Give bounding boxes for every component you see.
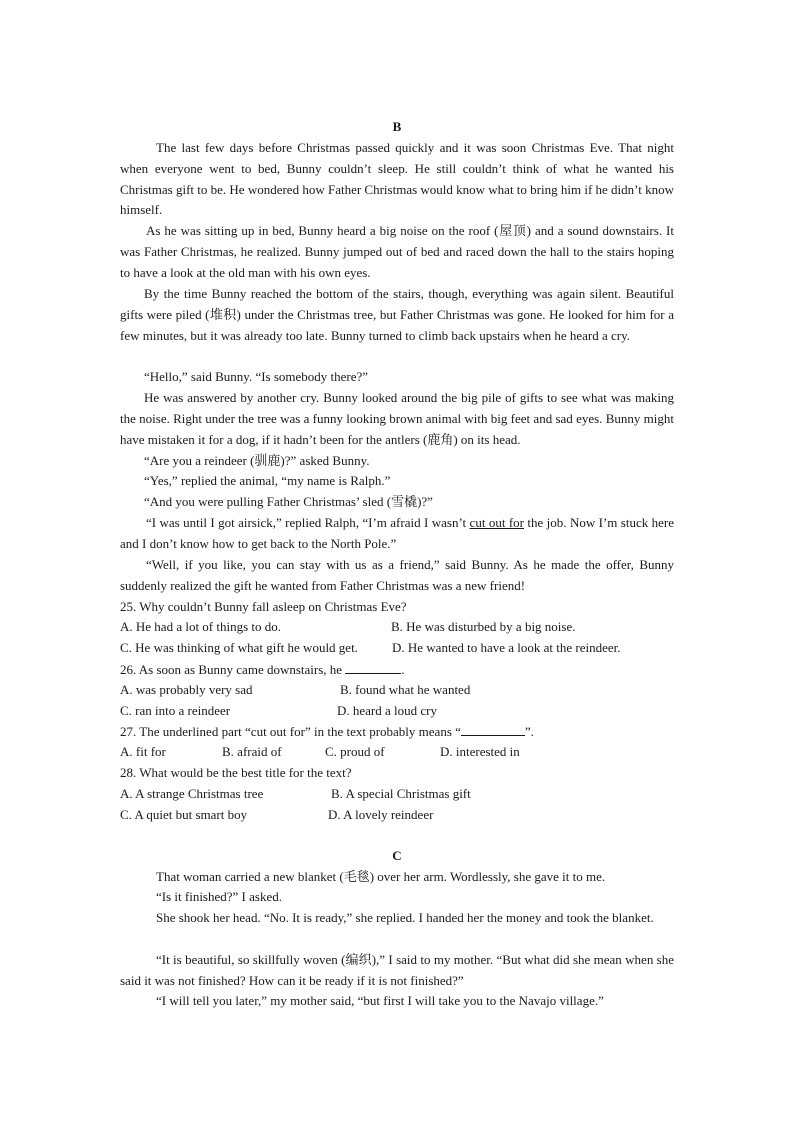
passage-b-paragraph-9 [120,513,674,555]
question-25-option-c: C. He was thinking of what gift he would get. [120,640,358,655]
question-26-option-d: D. heard a loud cry [337,703,437,718]
question-28-stem: 28. What would be the best title for the text? [120,765,352,780]
passage-c-paragraph-3: She shook her head. “No. It is ready,” she replied. I handed her the money and took the blanket. [156,910,654,925]
passage-b-paragraph-2: As he was sitting up in bed, Bunny heard a big noise on the roof (屋顶) and a sound downstairs. It was Father Christmas, he realized. Bunny jumped out of bed and raced down the hall to the stairs hoping to have a look at the old man with his own eyes. [120,223,674,280]
question-25-option-b: B. He was disturbed by a big noise. [391,619,576,634]
question-28-option-a: A. A strange Christmas tree [120,786,264,801]
passage-c-paragraph-5: “I will tell you later,” my mother said, “but first I will take you to the Navajo village.” [156,993,604,1008]
question-25-option-d: D. He wanted to have a look at the reindeer. [392,640,621,655]
question-26-option-b: B. found what he wanted [340,682,471,697]
passage-c-paragraph-2: “Is it finished?” I asked. [156,889,282,904]
passage-b-paragraph-5: He was answered by another cry. Bunny looked around the big pile of gifts to see what was making the noise. Right under the tree was a funny looking brown animal with big feet and sad eyes. Bunny might have mistaken it for a dog, if it hadn’t been for the antlers (鹿角) on its head. [120,390,674,447]
question-28-option-d: D. A lovely reindeer [328,807,434,822]
question-27-option-c: C. proud of [325,744,385,759]
question-27-option-d: D. interested in [440,744,520,759]
question-25-stem: 25. Why couldn’t Bunny fall asleep on Christmas Eve? [120,599,407,614]
passage-b-paragraph-8: “And you were pulling Father Christmas’ sled (雪橇)?” [144,494,433,509]
paragraph-9-text-after: the job. Now I’m stuck here and I don’t know how to get back to the North Pole.” [120,515,674,551]
question-25-option-a: A. He had a lot of things to do. [120,619,282,634]
question-26-option-c: C. ran into a reindeer [120,703,231,718]
passage-b-paragraph-4: “Hello,” said Bunny. “Is somebody there?” [144,369,369,384]
question-27-stem-end: ”. [524,724,534,739]
passage-c-paragraph-4: “It is beautiful, so skillfully woven (编织),” I said to my mother. “But what did she mean when she said it was not finished? How can it be ready if it is not finished?” [120,952,674,988]
question-26-stem [120,659,680,681]
passage-c-paragraph-1: That woman carried a new blanket (毛毯) over her arm. Wordlessly, she gave it to me. [156,869,606,884]
answer-blank [345,659,401,674]
question-27-stem [120,721,680,743]
section-b-heading: B [392,119,402,134]
question-27-option-b: B. afraid of [222,744,282,759]
question-26-option-a: A. was probably very sad [120,682,253,697]
question-26-stem-end: . [401,662,405,677]
passage-b-paragraph-6: “Are you a reindeer (驯鹿)?” asked Bunny. [144,453,370,468]
passage-b-paragraph-1: The last few days before Christmas passed quickly and it was soon Christmas Eve. That night when everyone went to bed, Bunny couldn’t sleep. He still couldn’t think of what he wanted his Christmas gift to be. He wondered how Father Christmas would know what to bring him if he didn’t know himself. [120,140,674,218]
question-27-option-a: A. fit for [120,744,166,759]
section-c-heading: C [392,848,402,863]
question-28-option-b: B. A special Christmas gift [331,786,471,801]
question-26-stem-text: 26. As soon as Bunny came downstairs, he [120,662,343,677]
passage-b-paragraph-3: By the time Bunny reached the bottom of the stairs, though, everything was again silent. Beautiful gifts were piled (堆积) under the Christmas tree, but Father Christmas was gone. He looked for him for a few minutes, but it was already too late. Bunny turned to climb back upstairs when he heard a cry. [120,286,674,343]
question-27-stem-text: 27. The underlined part “cut out for” in the text probably means “ [120,724,461,739]
question-28-option-c: C. A quiet but smart boy [120,807,248,822]
underlined-phrase: cut out for [469,515,524,530]
answer-blank [461,721,525,736]
passage-b-paragraph-7: “Yes,” replied the animal, “my name is Ralph.” [144,473,391,488]
paragraph-9-text-before: “I was until I got airsick,” replied Ralph, “I’m afraid I wasn’t [146,515,470,530]
passage-b-paragraph-10: “Well, if you like, you can stay with us as a friend,” said Bunny. As he made the offer, Bunny suddenly realized the gift he wanted from Father Christmas was a new friend! [120,557,674,593]
